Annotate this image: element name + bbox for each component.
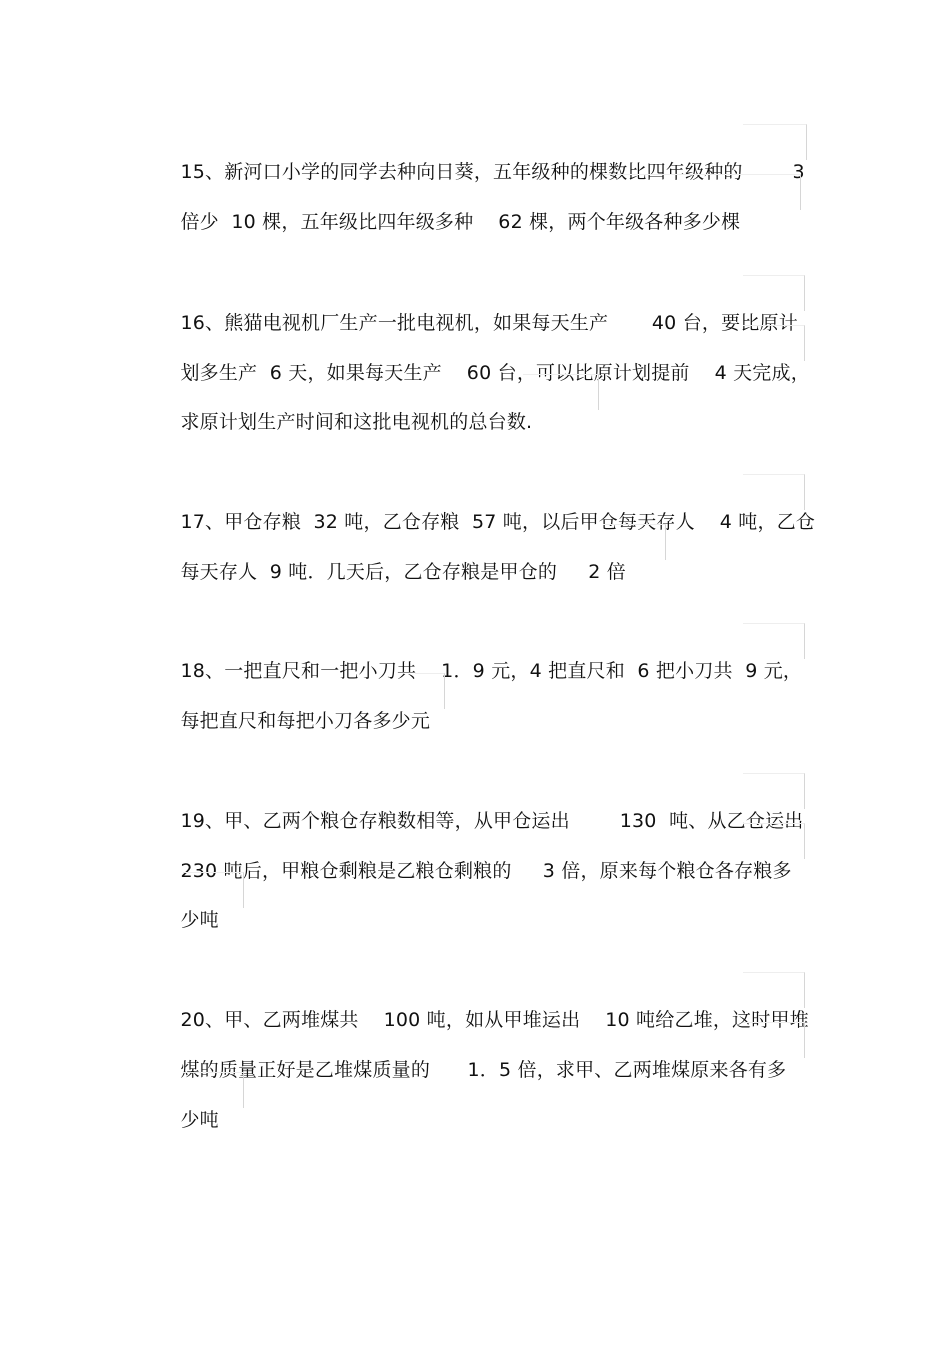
problem-text: 划多生产 6 天，如果每天生产 60 台，可以比原计划提前 4 天完成，	[180, 362, 810, 384]
problem-19-line-3	[143, 875, 244, 931]
problem-text: 倍少 10 棵，五年级比四年级多种 62 棵，两个年级各种多少棵	[180, 211, 741, 233]
box-edge	[743, 474, 805, 510]
problem-text: 求原计划生产时间和这批电视机的总台数.	[180, 411, 533, 433]
problem-text: 每把直尺和每把小刀各多少元	[180, 710, 431, 732]
problem-text: 16、熊猫电视机厂生产一批电视机，如果每天生产 40 台，要比原计	[180, 312, 798, 334]
problem-18-line-1	[143, 626, 805, 682]
box-edge	[183, 1072, 244, 1108]
problem-19-line-2	[143, 826, 805, 882]
problem-text: 每天存人 9 吨．几天后，乙仓存粮是甲仓的 2 倍	[180, 561, 626, 583]
problem-16-line-2	[143, 328, 810, 384]
box-edge	[603, 174, 801, 210]
problem-20-line-3	[143, 1075, 244, 1131]
box-edge	[743, 325, 805, 361]
problem-15-line-1	[143, 127, 807, 183]
box-edge	[743, 773, 805, 809]
box-edge	[603, 524, 666, 560]
problem-15-line-2	[143, 177, 801, 233]
box-edge	[743, 823, 805, 859]
problem-16-line-3	[143, 377, 599, 433]
box-edge	[743, 1022, 805, 1058]
box-edge	[743, 275, 805, 311]
box-edge	[523, 374, 599, 410]
problem-text: 煤的质量正好是乙堆煤质量的 1．5 倍，求甲、乙两堆煤原来各有多	[180, 1059, 787, 1081]
problem-text: 少吨	[180, 1109, 219, 1131]
box-edge	[183, 872, 244, 908]
problem-17-line-2	[143, 527, 666, 583]
problem-text: 19、甲、乙两个粮仓存粮数相等，从甲仓运出 130 吨、从乙仓运出	[180, 810, 804, 832]
box-edge	[743, 124, 807, 160]
problem-text: 18、一把直尺和一把小刀共 1．9 元，4 把直尺和 6 把小刀共 9 元，	[180, 660, 803, 682]
problem-text: 17、甲仓存粮 32 吨，乙仓存粮 57 吨，以后甲仓每天存人 4 吨，乙仓	[180, 511, 816, 533]
box-edge	[743, 623, 805, 659]
problem-20-line-1	[143, 975, 809, 1031]
box-edge	[415, 673, 445, 709]
box-edge	[743, 972, 805, 1008]
problem-16-line-1	[143, 278, 805, 334]
problem-text: 少吨	[180, 909, 219, 931]
problem-18-line-2	[143, 676, 445, 732]
problem-17-line-1	[143, 477, 816, 533]
problem-text: 230 吨后，甲粮仓剩粮是乙粮仓剩粮的 3 倍，原来每个粮仓各存粮多	[180, 860, 792, 882]
problem-text: 20、甲、乙两堆煤共 100 吨，如从甲堆运出 10 吨给乙堆，这时甲堆	[180, 1009, 809, 1031]
problem-text: 15、新河口小学的同学去种向日葵，五年级种的棵数比四年级种的 3	[180, 161, 805, 183]
problem-20-line-2	[143, 1025, 805, 1081]
problem-19-line-1	[143, 776, 805, 832]
